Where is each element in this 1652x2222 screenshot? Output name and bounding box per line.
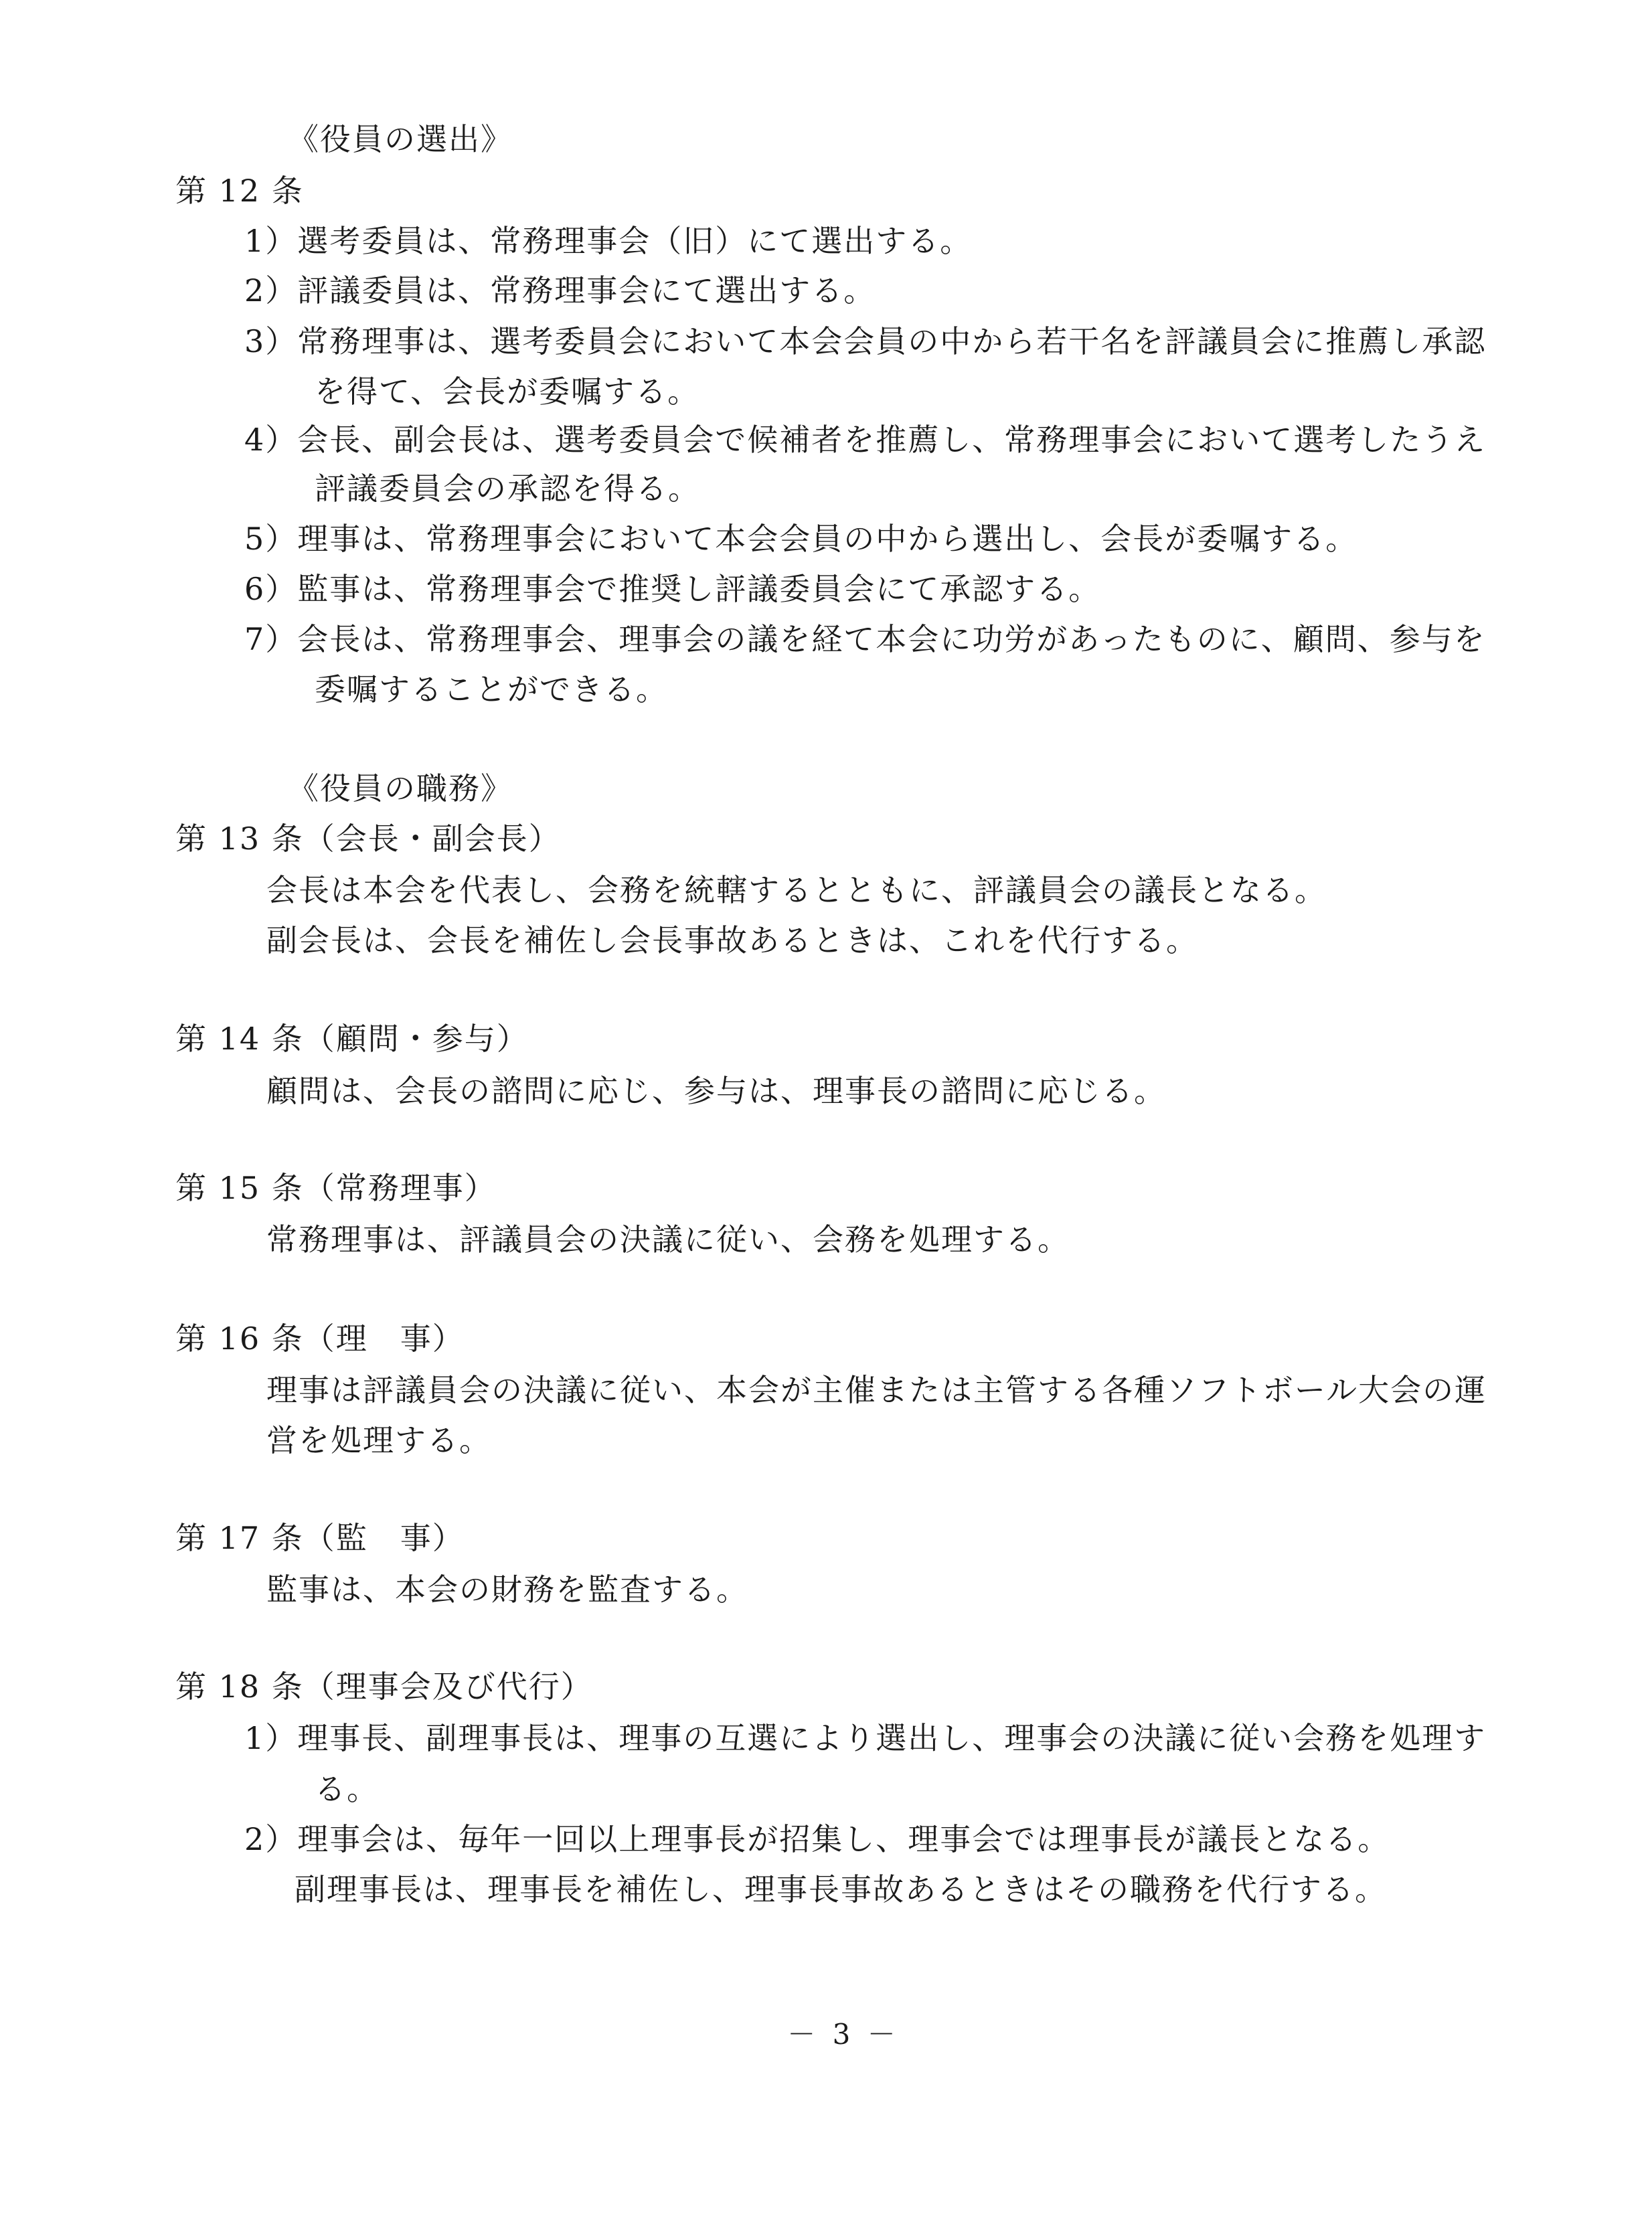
article-12-item-3-cont: を得て、会長が委嘱する。 <box>315 373 700 410</box>
article-12-heading: 第 12 条 <box>175 173 304 209</box>
article-12-item-3: 3）常務理事は、選考委員会において本会会員の中から若干名を評議員会に推薦し承認 <box>244 323 1487 359</box>
article-12-item-4-cont: 評議委員会の承認を得る。 <box>315 471 700 507</box>
article-18-item-1-cont: る。 <box>315 1771 379 1807</box>
article-12-item-5: 5）理事は、常務理事会において本会会員の中から選出し、会長が委嘱する。 <box>244 521 1358 557</box>
article-18-item-1: 1）理事長、副理事長は、理事の互選により選出し、理事会の決議に従い会務を処理す <box>244 1720 1487 1756</box>
article-14-heading: 第 14 条（顧問・参与） <box>175 1021 529 1057</box>
article-14-line-1: 顧問は、会長の諮問に応じ、参与は、理事長の諮問に応じる。 <box>266 1073 1166 1109</box>
section-title-duties: 《役員の職務》 <box>288 770 513 806</box>
article-13-line-1: 会長は本会を代表し、会務を統轄するとともに、評議員会の議長となる。 <box>266 872 1327 908</box>
article-18-heading: 第 18 条（理事会及び代行） <box>175 1669 593 1705</box>
article-15-heading: 第 15 条（常務理事） <box>175 1170 497 1206</box>
article-12-item-7: 7）会長は、常務理事会、理事会の議を経て本会に功労があったものに、顧問、参与を <box>244 621 1486 657</box>
article-16-heading: 第 16 条（理 事） <box>175 1320 465 1357</box>
article-12-item-4: 4）会長、副会長は、選考委員会で候補者を推薦し、常務理事会において選考したうえ <box>244 422 1487 458</box>
article-16-line-1: 理事は評議員会の決議に従い、本会が主催または主管する各種ソフトボール大会の運 <box>266 1372 1487 1408</box>
page-number: － 3 － <box>787 2018 900 2051</box>
article-18-item-2-cont: 副理事長は、理事長を補佐し、理事長事故あるときはその職務を代行する。 <box>295 1871 1387 1907</box>
article-17-line-1: 監事は、本会の財務を監査する。 <box>266 1571 748 1608</box>
article-13-heading: 第 13 条（会長・副会長） <box>175 821 561 857</box>
article-12-item-6: 6）監事は、常務理事会で推奨し評議委員会にて承認する。 <box>244 571 1101 607</box>
section-title-election: 《役員の選出》 <box>288 121 513 157</box>
article-12-item-2: 2）評議委員は、常務理事会にて選出する。 <box>244 272 876 309</box>
article-16-line-2: 営を処理する。 <box>266 1422 491 1458</box>
article-12-item-1: 1）選考委員は、常務理事会（旧）にて選出する。 <box>244 223 973 259</box>
article-13-line-2: 副会長は、会長を補佐し会長事故あるときは、これを代行する。 <box>266 922 1198 958</box>
article-18-item-2: 2）理事会は、毎年一回以上理事長が招集し、理事会では理事長が議長となる。 <box>244 1821 1390 1857</box>
article-15-line-1: 常務理事は、評議員会の決議に従い、会務を処理する。 <box>266 1221 1070 1258</box>
article-17-heading: 第 17 条（監 事） <box>175 1520 465 1556</box>
article-12-item-7-cont: 委嘱することができる。 <box>315 671 668 707</box>
